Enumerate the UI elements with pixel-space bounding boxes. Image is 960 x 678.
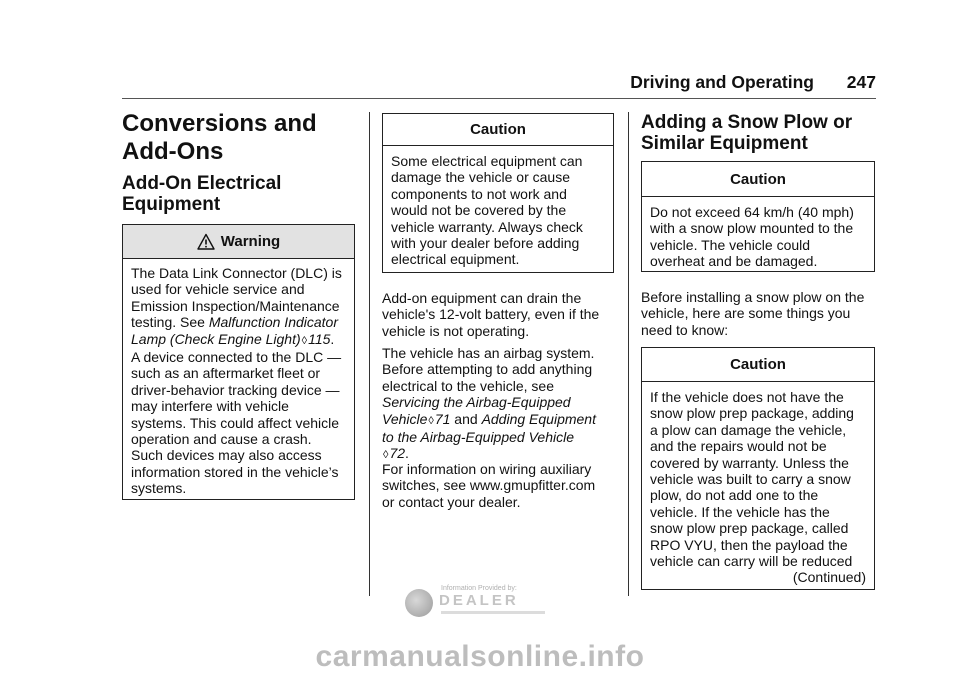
caution-text: Some electrical equipment can damage the vehicle or cause components to not work and would not be covered by the vehicle warranty. Always check with your dealer before adding electrical equipment. bbox=[391, 153, 583, 268]
page-reference[interactable]: 115 bbox=[308, 330, 331, 347]
section-title-snow-plow: Adding a Snow Plow or Similar Equipment bbox=[641, 112, 853, 154]
warning-triangle-icon bbox=[197, 233, 215, 251]
caution-header bbox=[642, 348, 874, 382]
footer-site-url: carmanualsonline.info bbox=[315, 640, 645, 673]
caution-heading: Caution bbox=[470, 121, 526, 138]
continued-label: (Continued) bbox=[792, 569, 866, 586]
column-divider bbox=[628, 112, 629, 596]
paragraph-airbag: The vehicle has an airbag system. Before attempting to add anything electrical to the vehicle, see Servicing the Airbag-Equipped Vehicle◊71 and Adding Equipment to the Airbag-Equipped Vehicle ◊72. bbox=[382, 345, 622, 464]
caution-header bbox=[383, 114, 613, 146]
caution-heading: Caution bbox=[730, 170, 786, 188]
warning-heading: Warning bbox=[220, 233, 281, 250]
paragraph-before-installing: Before installing a snow plow on the vehicle, here are some things you need to know: bbox=[641, 289, 865, 338]
cross-reference-link[interactable]: Adding Equipment bbox=[481, 410, 596, 427]
watermark-brand: DEALER bbox=[439, 592, 519, 609]
warning-text: The Data Link Connector (DLC) is used for vehicle service and Emission Inspection/Maintenance testing. See Malfunction Indicator Lamp (Check Engine Light)◊115. A device connected to the DLC — such as an aftermarket fleet or driver-behavior tracking device — may interfere with vehicle systems. This could affect vehicle operation and cause a crash. Such devices may also access information stored in the vehicle’s systems. bbox=[131, 265, 342, 497]
caution-text: Do not exceed 64 km/h (40 mph) with a snow plow mounted to the vehicle. The vehicle could overheat and be damaged. bbox=[650, 204, 854, 270]
section-title: Conversions and Add-Ons bbox=[122, 110, 317, 165]
watermark-stripe bbox=[441, 611, 545, 614]
cross-reference-link[interactable]: Servicing the Airbag-Equipped bbox=[382, 394, 571, 411]
cross-reference-link[interactable]: Malfunction Indicator bbox=[208, 314, 339, 331]
header-divider bbox=[122, 98, 876, 99]
page-ref-icon: ◊ bbox=[428, 414, 434, 427]
watermark-caption: Information Provided by: bbox=[441, 585, 517, 592]
page-number: 247 bbox=[846, 72, 876, 92]
caution-text: If the vehicle does not have the snow plow prep package, adding a plow can damage the vehicle, and the repairs would not be covered by warranty. Unless the vehicle was built to carry a snow plow, do not add one to the vehicle. If the vehicle has the snow plow prep package, called RPO VYU, then the payload the vehicle can carry will be reduced (Continued) bbox=[650, 389, 866, 586]
paragraph-wiring: For information on wiring auxiliary switches, see www.gmupfitter.com or contact your dealer. bbox=[382, 461, 596, 510]
page-ref-icon: ◊ bbox=[383, 449, 389, 462]
page-ref-icon: ◊ bbox=[301, 334, 308, 347]
page-reference[interactable]: 72 bbox=[389, 445, 406, 462]
subsection-title: Add-On Electrical Equipment bbox=[122, 173, 282, 215]
caution-heading: Caution bbox=[730, 356, 786, 373]
caution-header bbox=[642, 162, 874, 197]
running-header-section: Driving and Operating bbox=[630, 72, 814, 92]
paragraph-battery: Add-on equipment can drain the vehicle's 12-volt battery, even if the vehicle is not operating. bbox=[382, 290, 600, 339]
page-reference[interactable]: 71 bbox=[434, 410, 451, 427]
warning-header bbox=[123, 225, 354, 259]
cross-reference-link[interactable]: Lamp (Check Engine Light) bbox=[131, 330, 301, 347]
column-divider bbox=[369, 112, 370, 596]
warning-box bbox=[122, 224, 355, 500]
dealer-logo-icon bbox=[405, 589, 433, 617]
cross-reference-link[interactable]: to the Airbag-Equipped Vehicle bbox=[382, 429, 574, 446]
caution-box bbox=[641, 161, 875, 272]
caution-box bbox=[641, 347, 875, 590]
caution-box bbox=[382, 113, 614, 273]
cross-reference-link[interactable]: Vehicle bbox=[382, 410, 428, 427]
